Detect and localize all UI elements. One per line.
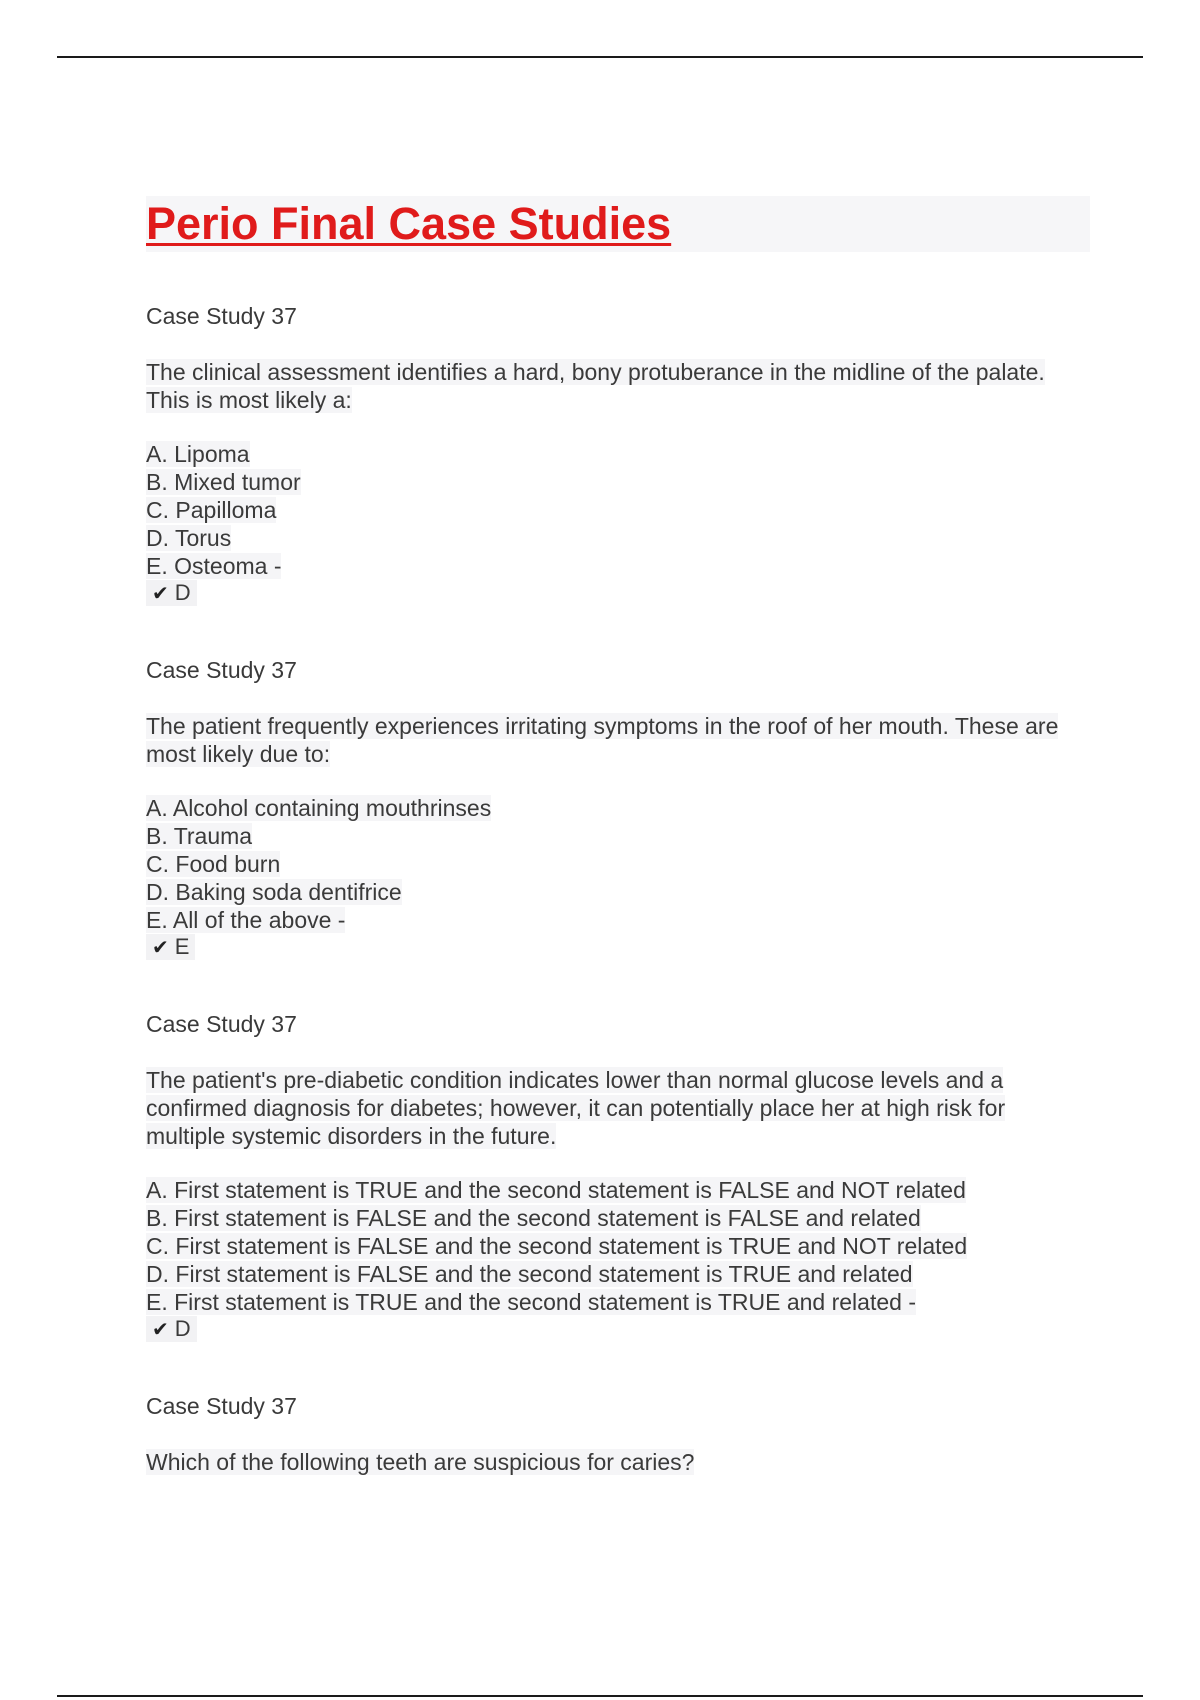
title-banner (146, 196, 1090, 252)
option-e: E. First statement is TRUE and the second statement is TRUE and related - (146, 1289, 916, 1315)
header-rule (57, 56, 1143, 58)
option-d: D. Torus (146, 525, 232, 551)
question: The patient frequently experiences irritating symptoms in the roof of her mouth. These are most likely due to: (146, 713, 1059, 767)
option-e: E. All of the above - (146, 907, 346, 933)
answer (146, 1316, 197, 1342)
option-b: B. First statement is FALSE and the second statement is FALSE and related (146, 1205, 921, 1231)
document-body (146, 196, 1090, 1476)
question-text (146, 1448, 1090, 1476)
option-d: D. Baking soda dentifrice (146, 879, 402, 905)
checkmark-icon: ✔ (152, 935, 169, 959)
checkmark-icon: ✔ (152, 1317, 169, 1341)
case-study-1 (146, 302, 1090, 606)
option-list (146, 1176, 1090, 1316)
option-c: C. Papilloma (146, 497, 277, 523)
answer (146, 934, 195, 960)
answer-value: D (174, 580, 191, 605)
footer-rule (57, 1695, 1143, 1697)
option-d: D. First statement is FALSE and the second statement is TRUE and related (146, 1261, 913, 1287)
option-c: C. First statement is FALSE and the second statement is TRUE and NOT related (146, 1233, 968, 1259)
question-text (146, 358, 1090, 414)
question: Which of the following teeth are suspicious for caries? (146, 1449, 695, 1475)
case-study-3 (146, 1010, 1090, 1342)
case-label: Case Study 37 (146, 657, 297, 683)
question-text (146, 712, 1090, 768)
question-text (146, 1066, 1090, 1150)
option-a: A. Lipoma (146, 441, 250, 467)
option-a: A. First statement is TRUE and the second statement is FALSE and NOT related (146, 1177, 966, 1203)
option-a: A. Alcohol containing mouthrinses (146, 795, 492, 821)
answer (146, 580, 197, 606)
checkmark-icon: ✔ (152, 581, 169, 605)
option-c: C. Food burn (146, 851, 281, 877)
option-b: B. Trauma (146, 823, 253, 849)
option-list (146, 794, 1090, 934)
case-study-2 (146, 656, 1090, 960)
case-label: Case Study 37 (146, 303, 297, 329)
question: The clinical assessment identifies a hard, bony protuberance in the midline of the palate. This is most likely a: (146, 359, 1045, 413)
case-label: Case Study 37 (146, 1011, 297, 1037)
case-study-4 (146, 1392, 1090, 1476)
answer-value: E (174, 934, 190, 959)
answer-value: D (174, 1316, 191, 1341)
option-e: E. Osteoma - (146, 553, 282, 579)
option-b: B. Mixed tumor (146, 469, 301, 495)
case-label: Case Study 37 (146, 1393, 297, 1419)
question: The patient's pre-diabetic condition indicates lower than normal glucose levels and a confirmed diagnosis for diabetes; however, it can potentially place her at high risk for multiple systemic disorders in the future. (146, 1067, 1006, 1149)
option-list (146, 440, 1090, 580)
document-title: Perio Final Case Studies (146, 198, 672, 249)
